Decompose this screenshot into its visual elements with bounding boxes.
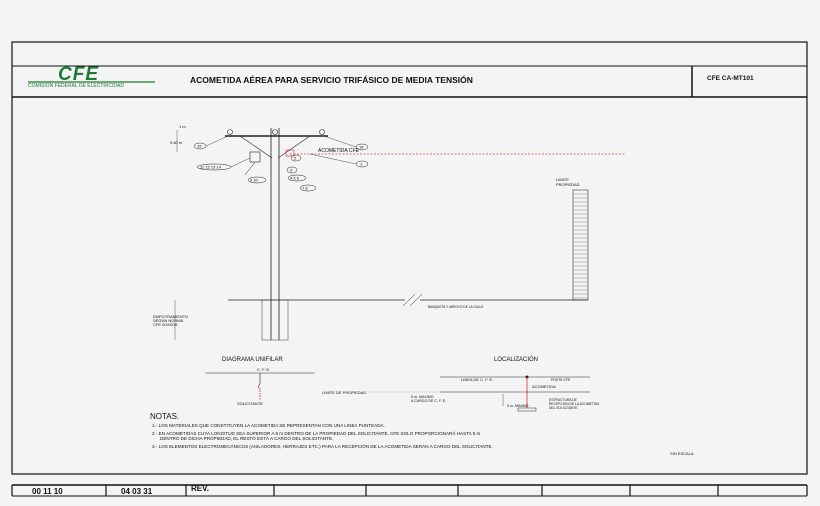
acometida-label: ACOMETIDA CFE [318, 148, 359, 154]
revision-label: REV. [191, 484, 209, 493]
svg-text:2: 2 [294, 155, 297, 161]
svg-text:9 10: 9 10 [250, 177, 258, 183]
logo-text: CFE [58, 64, 99, 85]
poste-cfe-label: POSTE CFE [551, 378, 571, 382]
scale-note: SIN ESCALA [670, 451, 694, 456]
ground-note: BANQUETA Y ARROYO DE LA CALLE [428, 305, 484, 309]
cargo-left-1: 5 m. MAXIMO [411, 395, 434, 399]
revision-date-1: 00 11 10 [32, 487, 63, 496]
note-3: 3.- LOS ELEMENTOS ELECTROMECÁNICOS (AISLADORES, HERRAJES ETC.) PARA LA RECEPCIÓN DE LA ACOMETIDA SERÁN A CARGO DEL SOLICITANTE. [152, 444, 493, 449]
revision-date-2: 04 03 31 [121, 487, 153, 496]
drawing-frame [12, 42, 807, 474]
limit-property-label-2: PROPIEDAD [556, 182, 580, 187]
embed-label-1: EMPOTRAMIENTO [153, 314, 189, 319]
unifilar-cfe: C. F. E. [257, 367, 271, 372]
svg-text:3: 3 [290, 167, 293, 173]
notes-heading: NOTAS. [150, 412, 180, 421]
drawing-title: ACOMETIDA AÉREA PARA SERVICIO TRIFÁSICO DE MEDIA TENSIÓN [190, 75, 473, 85]
acometida-loc-label: ACOMETIDA [532, 384, 556, 389]
embed-label-3: CFE 00J0015 [153, 322, 178, 327]
revision-strip [12, 484, 807, 496]
cargo-right-1: ESTRUCTURA DE [549, 398, 577, 402]
note-2: 2.- EN ACOMETIDAS CUYA LONGITUD SEA SUPERIOR A 5 m DENTRO DE LA PROPIEDAD DEL SOLICITANTE, CFE SOLO PROPORCIONARÁ HASTA 5 m [152, 431, 481, 436]
cargo-left-2: A CARGO DE C. F. E. [411, 399, 447, 403]
embed-label-2: SEGÚN NORMA [153, 318, 184, 323]
linea-cfe-label: LINEA DE C. F. E. [461, 377, 494, 382]
svg-text:1: 1 [360, 161, 363, 167]
limit-property-label-1: LIMITE [556, 177, 569, 182]
company-name: COMISION FEDERAL DE ELECTRICIDAD [28, 83, 124, 89]
dimension-mid: 0.60 m [170, 140, 183, 145]
svg-text:7 8: 7 8 [302, 185, 308, 191]
limite-propiedad-label: LIMITE DE PROPIEDAD [322, 390, 367, 395]
note-2-continued: DENTRO DE DICHA PROPIEDAD, EL RESTO ESTÁ A CARGO DEL SOLICITANTE. [160, 436, 334, 441]
svg-text:16: 16 [359, 144, 364, 150]
unifilar-heading: DIAGRAMA UNIFILAR [222, 357, 283, 363]
cargo-right-3: DEL SOLICITANTE [549, 406, 578, 410]
note-1: 1.- LOS MATERIALES QUE CONSTITUYEN LA ACOMETIDA SE REPRESENTAN CON UNA LINEA PUNTEADA. [152, 423, 385, 428]
cargo-mid: 5 m. MINIMO [507, 404, 529, 408]
localizacion-heading: LOCALIZACIÓN [494, 357, 539, 363]
cargo-right-2: RECEPCION DE LA ACOMETIDA [549, 402, 600, 406]
svg-text:4 5 6: 4 5 6 [290, 175, 299, 181]
dimension-top: 1 m [179, 124, 186, 129]
unifilar-solicitante: SOLICITANTE [237, 401, 263, 406]
svg-text:15: 15 [197, 143, 202, 149]
drawing-code: CFE CA-MT101 [707, 75, 754, 82]
svg-text:11 12 13 14: 11 12 13 14 [200, 164, 221, 170]
